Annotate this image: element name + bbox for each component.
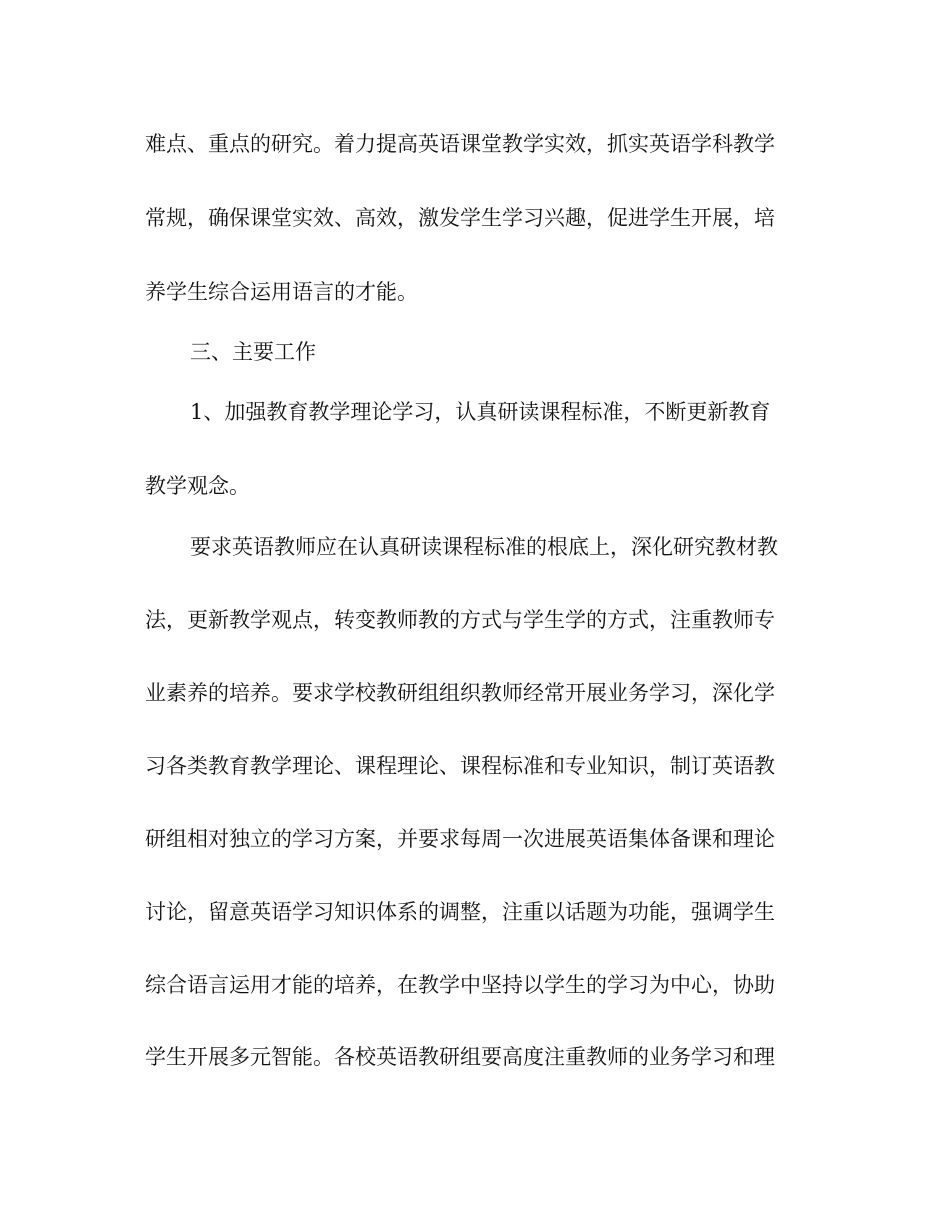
text-line: 研组相对独立的学习方案，并要求每周一次进展英语集体备课和理论 — [145, 827, 775, 851]
text-line: 常规，确保课堂实效、高效，激发学生学习兴趣，促进学生开展，培 — [145, 206, 775, 230]
text-line: 讨论，留意英语学习知识体系的调整，注重以话题为功能，强调学生 — [145, 900, 775, 924]
paragraph-start: 要求英语教师应在认真研读课程标准的根底上，深化研究教材教 — [190, 535, 778, 559]
text-line: 教学观念。 — [145, 474, 250, 498]
text-line: 法，更新教学观点，转变教师教的方式与学生学的方式，注重教师专 — [145, 608, 775, 632]
text-line: 习各类教育教学理论、课程理论、课程标准和专业知识，制订英语教 — [145, 754, 775, 778]
text-line: 业素养的培养。要求学校教研组组织教师经常开展业务学习，深化学 — [145, 681, 775, 705]
text-line: 综合语言运用才能的培养，在教学中坚持以学生的学习为中心，协助 — [145, 973, 775, 997]
text-line: 学生开展多元智能。各校英语教研组要高度注重教师的业务学习和理 — [145, 1045, 775, 1069]
text-line: 难点、重点的研究。着力提高英语课堂教学实效，抓实英语学科教学 — [145, 132, 775, 156]
section-heading: 三、主要工作 — [190, 340, 316, 364]
text-line: 养学生综合运用语言的才能。 — [145, 280, 418, 304]
subsection-heading: 1、加强教育教学理论学习，认真研读课程标准，不断更新教育 — [190, 400, 771, 424]
